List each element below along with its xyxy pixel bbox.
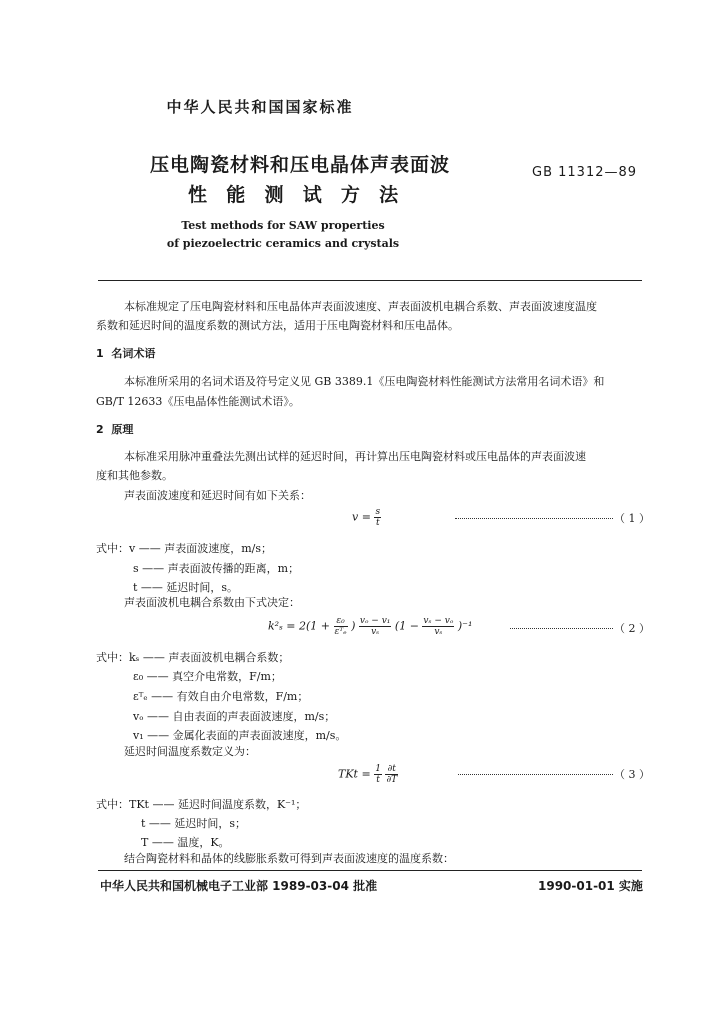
eq1-numerator: s [375, 507, 381, 517]
eq2-def-5: v₁ —— 金属化表面的声表面波速度，m/s。 [133, 729, 347, 742]
relation-intro: 声表面波速度和延迟时间有如下关系： [124, 489, 311, 502]
english-title-line-2: of piezoelectric ceramics and crystals [166, 237, 400, 250]
title-line-2: 性 能 测 试 方 法 [188, 184, 401, 206]
effective-date: 1990-01-01 实施 [538, 879, 643, 893]
eq1-fraction [374, 507, 381, 528]
approval-text: 中华人民共和国机械电子工业部 1989-03-04 批准 [100, 879, 378, 893]
intro-line-2: 系数和延迟时间的温度系数的测试方法，适用于压电陶瓷材料和压电晶体。 [96, 319, 459, 332]
eq1-leader-dots [455, 509, 613, 519]
eq3-intro: 延迟时间温度系数定义为： [124, 745, 256, 758]
eq2-number: （ 2 ） [614, 622, 650, 635]
footer-rule [98, 870, 642, 871]
eq3-f2-numerator: ∂t [385, 764, 398, 775]
header-rule [98, 280, 642, 281]
eq3-f1-numerator: 1 [375, 764, 381, 774]
eq1-denominator: t [375, 518, 380, 528]
standard-number: GB 11312—89 [532, 165, 638, 180]
eq2-paren-close: ) [351, 619, 356, 633]
eq2-tail: )⁻¹ [457, 619, 473, 633]
eq3-number: （ 3 ） [614, 768, 650, 781]
eq2-intro: 声表面波机电耦合系数由下式决定： [124, 596, 300, 609]
eq3-f2-denominator: ∂T [386, 775, 398, 785]
eq3-fraction-2 [385, 764, 398, 785]
eq3-closing: 结合陶瓷材料和晶体的线膨胀系数可得到声表面波速度的温度系数： [124, 852, 454, 865]
eq2-f2-numerator: vₒ − v₁ [359, 616, 391, 626]
intro-line-1: 本标准规定了压电陶瓷材料和压电晶体声表面波速度、声表面波机电耦合系数、声表面波速度温度 [124, 300, 597, 313]
eq2-fraction-1 [334, 616, 348, 637]
eq2-def-4: vₒ —— 自由表面的声表面波速度，m/s； [133, 710, 336, 723]
eq2-lhs: k²ₛ = 2(1 + [268, 619, 330, 633]
eq3-fraction-1 [374, 764, 382, 785]
eq3-def-2: t —— 延迟时间，s； [141, 817, 247, 830]
eq3-def-1: 式中：TKt —— 延迟时间温度系数，K⁻¹； [96, 798, 307, 811]
equation-3 [338, 764, 398, 785]
eq3-leader-dots [458, 765, 613, 775]
eq1-def-1: 式中：v —— 声表面波速度，m/s； [96, 542, 272, 555]
eq1-def-3: t —— 延迟时间，s。 [133, 581, 239, 594]
agency-title: 中华人民共和国国家标准 [166, 98, 354, 116]
eq2-f2-denominator: vₛ [371, 627, 380, 637]
eq2-leader-dots [510, 619, 613, 629]
eq2-def-3: εᵀₑ —— 有效自由介电常数，F/m； [133, 690, 309, 703]
english-title-line-1: Test methods for SAW properties [181, 219, 385, 232]
section-1-line-1: 本标准所采用的名词术语及符号定义见 GB 3389.1《压电陶瓷材料性能测试方法常用名词术语》和 [124, 375, 605, 388]
eq3-def-3: T —— 温度，K。 [141, 836, 230, 849]
eq1-lhs: v = [352, 510, 371, 524]
eq2-def-2: ε₀ —— 真空介电常数，F/m； [133, 670, 282, 683]
eq2-fraction-3 [422, 616, 454, 637]
eq3-f1-denominator: t [376, 775, 380, 785]
eq2-mid: (1 − [394, 619, 419, 633]
eq1-def-2: s —— 声表面波传播的距离，m； [133, 562, 300, 575]
eq2-f1-numerator: ε₀ [334, 616, 348, 627]
section-1-line-2: GB/T 12633《压电晶体性能测试术语》。 [96, 395, 300, 408]
section-2-heading: 2 原理 [96, 423, 134, 436]
eq2-f3-numerator: vₛ − vₒ [423, 616, 454, 626]
equation-2 [268, 616, 472, 637]
eq2-def-1: 式中：kₛ —— 声表面波机电耦合系数； [96, 651, 290, 664]
eq2-fraction-2 [359, 616, 392, 637]
eq2-f1-denominator: εᵀₑ [334, 627, 347, 637]
eq3-lhs: TKt = [338, 767, 371, 781]
title-line-1: 压电陶瓷材料和压电晶体声表面波 [150, 154, 451, 176]
section-2-line-1: 本标准采用脉冲重叠法先测出试样的延迟时间，再计算出压电陶瓷材料或压电晶体的声表面波速 [124, 450, 586, 463]
eq2-f3-denominator: vₛ [434, 627, 443, 637]
eq1-number: （ 1 ） [614, 512, 650, 525]
equation-1 [352, 507, 381, 528]
section-1-heading: 1 名词术语 [96, 347, 156, 360]
section-2-line-2: 度和其他参数。 [96, 469, 173, 482]
